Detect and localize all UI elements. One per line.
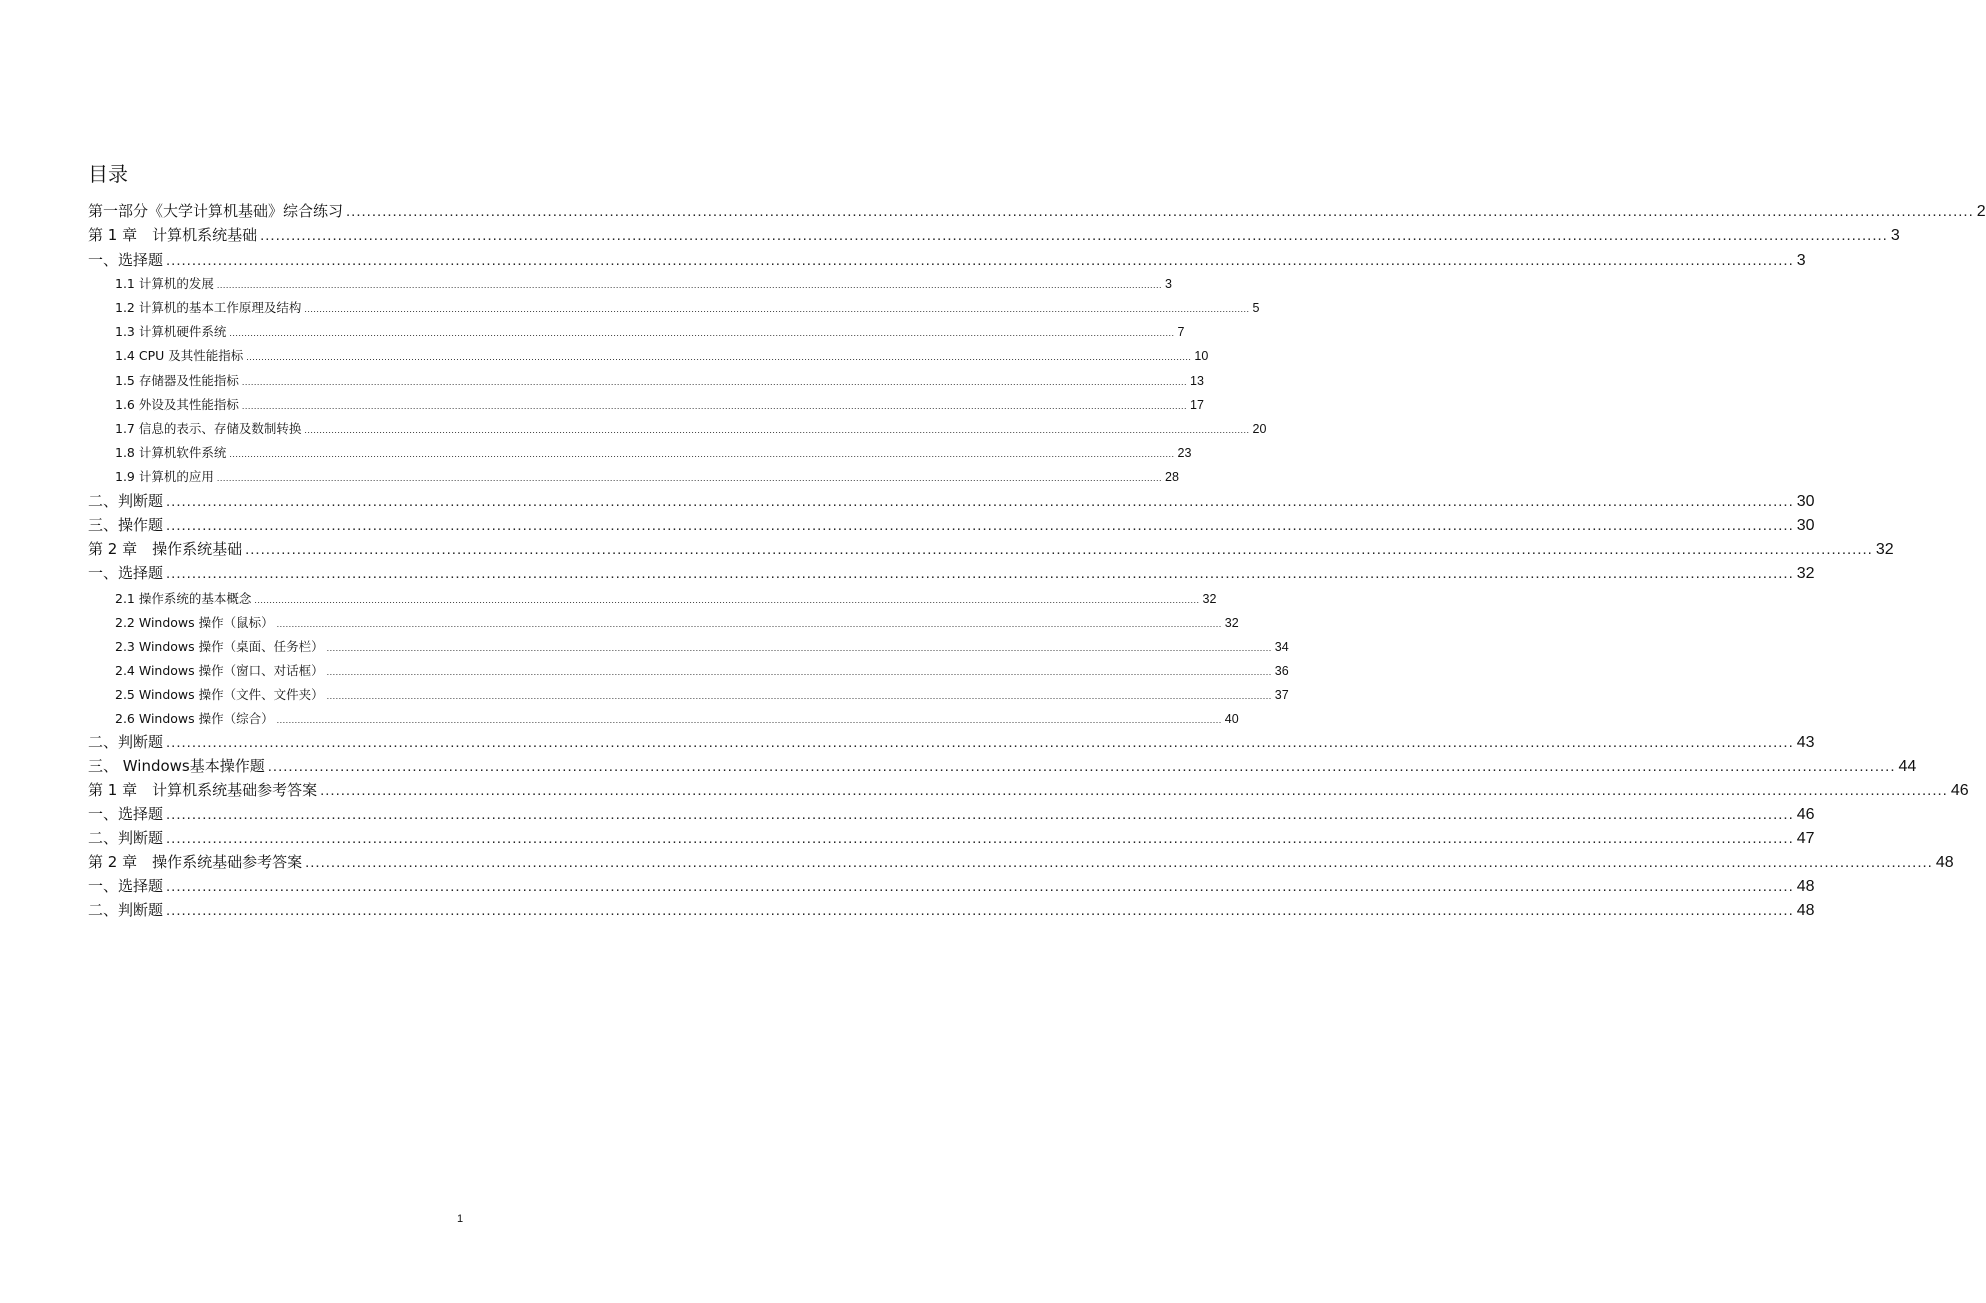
toc-entry-page: 23	[1177, 446, 1192, 460]
dot-leader: ...........................................................................................................................................................................................................................................................................................................................	[245, 541, 1873, 558]
dot-leader: ...........................................................................................................................................................................................................................................................................................................................	[326, 667, 1272, 677]
toc-entry-page: 36	[1274, 664, 1289, 678]
toc-entry-label: 2.6 Windows 操作（综合）	[115, 711, 274, 726]
toc-entry[interactable]	[88, 850, 1954, 874]
page-title: 目录	[88, 162, 128, 186]
toc-entry-label: 二、判断题	[88, 829, 164, 847]
dot-leader: ...........................................................................................................................................................................................................................................................................................................................	[166, 252, 1794, 269]
toc-entry-label: 2.4 Windows 操作（窗口、对话框）	[115, 663, 324, 678]
toc-entry-page: 2	[1976, 203, 1986, 220]
toc-entry-label: 2.2 Windows 操作（鼠标）	[115, 615, 274, 630]
toc-entry-page: 28	[1165, 470, 1179, 484]
toc-entry[interactable]	[115, 659, 1289, 683]
toc-entry-page: 3	[1165, 277, 1172, 291]
dot-leader: ...........................................................................................................................................................................................................................................................................................................................	[241, 377, 1188, 387]
toc-entry-label: 1.6 外设及其性能指标	[115, 397, 239, 412]
toc-entry[interactable]	[88, 537, 1894, 561]
dot-leader: ...........................................................................................................................................................................................................................................................................................................................	[276, 619, 1222, 629]
toc-entry[interactable]	[115, 320, 1185, 344]
dot-leader: ...........................................................................................................................................................................................................................................................................................................................	[346, 203, 1974, 220]
toc-entry-label: 1.9 计算机的应用	[115, 469, 214, 484]
toc-entry-page: 32	[1224, 616, 1239, 630]
toc-entry-label: 1.1 计算机的发展	[115, 276, 214, 291]
toc-entry-page: 47	[1796, 830, 1815, 847]
toc-entry-page: 3	[1890, 227, 1900, 244]
dot-leader: ...........................................................................................................................................................................................................................................................................................................................	[320, 782, 1948, 799]
toc-entry-label: 一、选择题	[88, 564, 164, 582]
page-number: 1	[456, 1213, 464, 1225]
toc-entry-label: 2.3 Windows 操作（桌面、任务栏）	[115, 639, 324, 654]
toc-entry[interactable]	[88, 802, 1815, 826]
toc-entry[interactable]	[88, 248, 1806, 272]
toc-entry-page: 7	[1177, 325, 1185, 339]
dot-leader: ...........................................................................................................................................................................................................................................................................................................................	[267, 758, 1896, 775]
dot-leader: ...........................................................................................................................................................................................................................................................................................................................	[166, 517, 1794, 534]
dot-leader: ...........................................................................................................................................................................................................................................................................................................................	[216, 280, 1163, 290]
toc-entry[interactable]	[88, 778, 1969, 802]
dot-leader: ...........................................................................................................................................................................................................................................................................................................................	[229, 328, 1175, 338]
toc-entry-page: 13	[1190, 374, 1204, 388]
toc-entry-page: 32	[1796, 565, 1815, 582]
dot-leader: ...........................................................................................................................................................................................................................................................................................................................	[305, 854, 1933, 871]
toc-entry[interactable]	[88, 826, 1815, 850]
dot-leader: ...........................................................................................................................................................................................................................................................................................................................	[166, 878, 1794, 895]
toc-entry-label: 1.4 CPU 及其性能指标	[115, 348, 244, 363]
toc-entry-page: 5	[1252, 301, 1260, 315]
toc-entry[interactable]	[115, 465, 1179, 489]
dot-leader: ...........................................................................................................................................................................................................................................................................................................................	[326, 643, 1272, 653]
toc-entry-label: 第一部分《大学计算机基础》综合练习	[88, 202, 344, 220]
toc-entry-page: 32	[1202, 592, 1217, 606]
toc-entry-label: 第 1 章 计算机系统基础参考答案	[88, 781, 318, 799]
toc-entry[interactable]	[115, 683, 1289, 707]
toc-entry-label: 第 2 章 操作系统基础	[88, 540, 243, 558]
toc-entry[interactable]	[115, 272, 1172, 296]
toc-entry[interactable]	[115, 296, 1260, 320]
toc-entry-label: 1.2 计算机的基本工作原理及结构	[115, 300, 302, 315]
toc-entry[interactable]	[88, 223, 1900, 247]
toc-entry[interactable]	[115, 707, 1239, 731]
toc-entry-label: 1.3 计算机硬件系统	[115, 324, 227, 339]
toc-entry-label: 三、操作题	[88, 516, 164, 534]
toc-entry-label: 1.5 存储器及性能指标	[115, 373, 239, 388]
toc-entry[interactable]	[115, 369, 1204, 393]
toc-entry-label: 第 1 章 计算机系统基础	[88, 226, 258, 244]
toc-entry-label: 二、判断题	[88, 733, 164, 751]
dot-leader: ...........................................................................................................................................................................................................................................................................................................................	[254, 595, 1200, 605]
toc-entry-page: 40	[1224, 712, 1239, 726]
dot-leader: ...........................................................................................................................................................................................................................................................................................................................	[276, 715, 1222, 725]
toc-entry[interactable]	[115, 417, 1267, 441]
dot-leader: ...........................................................................................................................................................................................................................................................................................................................	[166, 806, 1794, 823]
toc-entry-page: 3	[1796, 252, 1806, 269]
dot-leader: ...........................................................................................................................................................................................................................................................................................................................	[166, 734, 1794, 751]
toc-entry[interactable]	[115, 393, 1204, 417]
dot-leader: ...........................................................................................................................................................................................................................................................................................................................	[260, 227, 1888, 244]
toc-entry-page: 37	[1274, 688, 1289, 702]
toc-entry-page: 46	[1796, 806, 1815, 823]
dot-leader: ...........................................................................................................................................................................................................................................................................................................................	[304, 304, 1250, 314]
dot-leader: ...........................................................................................................................................................................................................................................................................................................................	[229, 449, 1175, 459]
dot-leader: ...........................................................................................................................................................................................................................................................................................................................	[304, 425, 1250, 435]
dot-leader: ...........................................................................................................................................................................................................................................................................................................................	[216, 473, 1163, 483]
toc-entry-page: 30	[1796, 517, 1815, 534]
toc-entry[interactable]	[88, 898, 1815, 922]
toc-entry-label: 第 2 章 操作系统基础参考答案	[88, 853, 303, 871]
toc-entry[interactable]	[115, 635, 1289, 659]
toc-entry-page: 34	[1274, 640, 1289, 654]
toc-entry[interactable]	[115, 441, 1192, 465]
toc-entry-page: 20	[1252, 422, 1267, 436]
dot-leader: ...........................................................................................................................................................................................................................................................................................................................	[166, 830, 1794, 847]
toc-entry[interactable]	[88, 754, 1917, 778]
toc-entry[interactable]	[115, 587, 1217, 611]
toc-entry-page: 46	[1950, 782, 1969, 799]
toc-entry-page: 48	[1796, 902, 1815, 919]
toc-entry[interactable]	[88, 561, 1815, 585]
toc-entry-label: 2.1 操作系统的基本概念	[115, 591, 252, 606]
toc-entry[interactable]	[88, 513, 1815, 537]
toc-entry-label: 二、判断题	[88, 901, 164, 919]
dot-leader: ...........................................................................................................................................................................................................................................................................................................................	[166, 565, 1794, 582]
toc-entry[interactable]	[115, 344, 1209, 368]
toc-entry-label: 2.5 Windows 操作（文件、文件夹）	[115, 687, 324, 702]
toc-entry[interactable]	[88, 730, 1815, 754]
toc-entry-label: 一、选择题	[88, 251, 164, 269]
toc-entry-page: 48	[1796, 878, 1815, 895]
toc-entry-label: 三、 Windows基本操作题	[88, 757, 265, 775]
dot-leader: ...........................................................................................................................................................................................................................................................................................................................	[166, 493, 1794, 510]
toc-entry-page: 43	[1796, 734, 1815, 751]
dot-leader: ...........................................................................................................................................................................................................................................................................................................................	[246, 352, 1192, 362]
toc-entry[interactable]	[88, 874, 1815, 898]
toc-entry-label: 1.8 计算机软件系统	[115, 445, 227, 460]
toc-entry[interactable]	[88, 489, 1815, 513]
dot-leader: ...........................................................................................................................................................................................................................................................................................................................	[241, 401, 1188, 411]
dot-leader: ...........................................................................................................................................................................................................................................................................................................................	[166, 902, 1794, 919]
toc-entry-page: 48	[1935, 854, 1954, 871]
toc-entry[interactable]	[115, 611, 1239, 635]
toc-entry-label: 一、选择题	[88, 877, 164, 895]
dot-leader: ...........................................................................................................................................................................................................................................................................................................................	[326, 691, 1272, 701]
toc-entry-page: 17	[1190, 398, 1204, 412]
toc-entry-page: 30	[1796, 493, 1815, 510]
toc-entry-page: 10	[1194, 349, 1209, 363]
toc-entry-label: 一、选择题	[88, 805, 164, 823]
toc-entry-page: 44	[1898, 758, 1917, 775]
toc-entry-label: 二、判断题	[88, 492, 164, 510]
toc-entry-label: 1.7 信息的表示、存储及数制转换	[115, 421, 302, 436]
toc-entry-page: 32	[1875, 541, 1894, 558]
toc-entry[interactable]	[88, 199, 1986, 223]
